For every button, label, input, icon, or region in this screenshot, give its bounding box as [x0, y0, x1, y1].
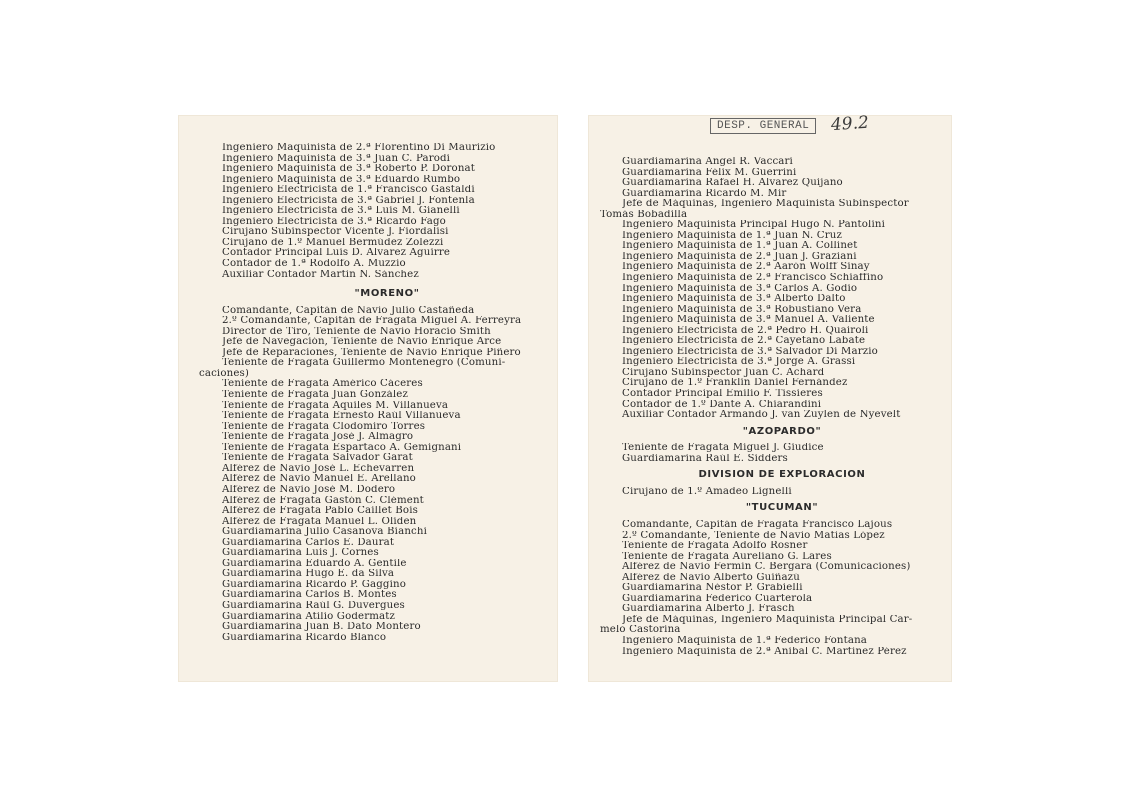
roster-line: Ingeniero Electricista de 3.ª Gabriel J. Fontenla: [222, 195, 475, 206]
roster-line: Ingeniero Maquinista de 2.ª Florentino Di Maurizio: [222, 143, 496, 153]
roster-line: Teniente de Fragata Aquiles M. Villanueva: [222, 400, 449, 411]
roster-line: Guardiamarina Carlos E. Daurat: [222, 537, 395, 548]
roster-line: Guardiamarina Atilio Godermatz: [222, 611, 396, 622]
roster-line: Cirujano Subinspector Vicente J. Fiordalisi: [222, 227, 449, 238]
roster-line: Alférez de Navío Alberto Guiñazú: [622, 572, 800, 583]
tucuman-engineers-list: [622, 636, 942, 657]
roster-line: Guardiamarina Carlos B. Montes: [222, 590, 397, 601]
roster-line: Alférez de Fragata Manuel L. Oliden: [222, 516, 417, 527]
roster-line: Alférez de Navío José L. Echevarren: [222, 463, 415, 474]
roster-line: Jefe de Máquinas, Ingeniero Maquinista Principal Car-: [622, 614, 913, 625]
roster-line: Guardiamarina Juan B. Dato Montero: [222, 622, 421, 633]
tucuman-officers-list: [622, 520, 942, 625]
roster-line: Guardiamarina Eduardo A. Gentile: [222, 558, 407, 569]
guardiamarina-list: [622, 157, 942, 210]
roster-line: Ingeniero Maquinista de 3.ª Eduardo Rumbo: [222, 174, 461, 185]
roster-line: Teniente de Fragata Ernesto Raúl Villanueva: [222, 411, 461, 422]
roster-line: Jefe de Navegación, Teniente de Navío Enrique Arce: [222, 337, 502, 348]
roster-line: Ingeniero Electricista de 3.ª Jorge A. Grassi: [622, 357, 856, 368]
roster-line: Teniente de Fragata Salvador Garat: [222, 453, 413, 464]
moreno-junior-officers-list: [222, 379, 552, 643]
roster-line: Ingeniero Maquinista de 3.ª Manuel A. Valiente: [622, 315, 875, 326]
roster-line: Guardiamarina Raúl E. Sidders: [622, 453, 788, 464]
right-page-text: [600, 157, 942, 657]
roster-line: Auxiliar Contador Armando J. van Zuylen de Nyevelt: [622, 410, 901, 421]
roster-line: Alférez de Navío Manuel E. Arellano: [222, 474, 416, 485]
roster-line: Teniente de Fragata Miguel J. Giudice: [622, 443, 824, 454]
roster-line: Teniente de Fragata Adolfo Rosner: [622, 541, 808, 552]
heading-division-exploracion: DIVISION DE EXPLORACION: [698, 469, 866, 481]
roster-line: Ingeniero Maquinista de 3.ª Juan C. Parodi: [222, 153, 451, 164]
handwritten-folio-number: 49.2: [830, 112, 870, 136]
roster-line: Cirujano de 1.º Franklin Daniel Fernández: [622, 378, 848, 389]
roster-line: Ingeniero Electricista de 1.ª Francisco Gastaldi: [222, 185, 475, 196]
roster-line: Ingeniero Maquinista de 1.ª Juan N. Cruz: [622, 230, 842, 241]
roster-line: Ingeniero Maquinista de 3.ª Roberto P. Doronat: [222, 164, 475, 175]
heading-moreno: "MORENO": [354, 288, 420, 300]
roster-line: Guardiamarina Ricardo P. Gaggino: [222, 579, 406, 590]
roster-line: Auxiliar Contador Martín N. Sánchez: [222, 269, 419, 280]
roster-line: Guardiamarina Federico Cuarterola: [622, 593, 813, 604]
roster-line: Guardiamarina Rafael H. Alvarez Quijano: [622, 178, 843, 189]
roster-line: Ingeniero Maquinista de 2.ª Aníbal C. Martínez Pérez: [622, 646, 907, 657]
roster-line: Ingeniero Maquinista de 3.ª Carlos A. Godio: [622, 283, 858, 294]
roster-line: Cirujano de 1.º Amadeo Lignelli: [622, 486, 792, 497]
heading-tucuman: "TUCUMAN": [745, 502, 819, 514]
engineer-officers-list: [622, 220, 942, 420]
roster-line: Teniente de Fragata Juan González: [222, 390, 409, 401]
roster-line: Teniente de Fragata Américo Cáceres: [222, 379, 423, 390]
roster-line: Comandante, Capitán de Fragata Francisco Lajous: [622, 519, 893, 530]
roster-line: Ingeniero Electricista de 2.ª Pedro H. Quairoli: [622, 325, 869, 336]
roster-line: Ingeniero Maquinista de 2.ª Aarón Wolff Sinay: [622, 262, 870, 273]
roster-line: Ingeniero Maquinista de 2.ª Juan J. Graziani: [622, 251, 857, 262]
roster-line: Teniente de Fragata Espartaco A. Gemignani: [222, 442, 462, 453]
roster-line: Guardiamarina Néstor P. Grabielli: [622, 583, 803, 594]
roster-line: Guardiamarina Raúl G. Duvergues: [222, 600, 405, 611]
roster-line: 2.º Comandante, Capitán de Fragata Miguel A. Ferreyra: [222, 316, 522, 327]
roster-line: Ingeniero Electricista de 3.ª Ricardo Fago: [222, 216, 446, 227]
roster-line: Cirujano Subinspector Juan C. Achard: [622, 367, 825, 378]
roster-line: Alférez de Navío José M. Dodero: [222, 484, 396, 495]
roster-line: Alférez de Navío Fermín C. Bergara (Comunicaciones): [622, 562, 911, 573]
roster-line: Guardiamarina Angel R. Vaccari: [622, 157, 793, 167]
heading-azopardo: "AZOPARDO": [742, 425, 822, 437]
roster-line: Teniente de Fragata Guillermo Montenegro (Comuni-: [222, 358, 506, 369]
roster-line: Director de Tiro, Teniente de Navío Horacio Smith: [222, 326, 491, 337]
moreno-officers-list: [222, 306, 552, 369]
roster-line: Guardiamarina Félix M. Guerrini: [622, 167, 797, 178]
left-page-text: [199, 143, 552, 643]
division-staff-list: [622, 487, 942, 498]
roster-line: Ingeniero Maquinista de 1.ª Federico Fontana: [622, 635, 868, 646]
roster-line: Guardiamarina Ricardo M. Mir: [622, 188, 787, 199]
engineering-staff-list: [222, 143, 552, 280]
roster-line: Contador Principal Emilio F. Tissieres: [622, 389, 823, 400]
wrapped-line-caciones: caciones): [199, 368, 250, 379]
roster-line: Ingeniero Maquinista Principal Hugo N. Pantolini: [622, 220, 885, 231]
azopardo-officers-list: [622, 443, 942, 464]
roster-line: Ingeniero Maquinista de 1.ª Juan A. Collinet: [622, 241, 858, 252]
roster-line: 2.º Comandante, Teniente de Navío Matías López: [622, 530, 885, 541]
roster-line: Ingeniero Maquinista de 2.ª Francisco Schiaffino: [622, 273, 884, 284]
wrapped-line-castorina: melo Castorina: [600, 625, 681, 636]
desp-general-stamp: DESP. GENERAL: [710, 118, 816, 134]
roster-line: Ingeniero Electricista de 2.ª Cayetano Labate: [622, 336, 866, 347]
roster-line: Guardiamarina Ricardo Blanco: [222, 632, 387, 643]
roster-line: Teniente de Fragata José J. Almagro: [222, 432, 414, 443]
roster-line: Ingeniero Electricista de 3.ª Luis M. Gianelli: [222, 206, 460, 217]
roster-line: Contador de 1.ª Rodolfo A. Muzzio: [222, 259, 406, 270]
roster-line: Jefe de Reparaciones, Teniente de Navío Enrique Piñero: [222, 347, 521, 358]
roster-line: Guardiamarina Luis J. Cornes: [222, 548, 379, 559]
roster-line: Comandante, Capitán de Navío Julio Castañeda: [222, 305, 475, 316]
roster-line: Guardiamarina Julio Casanova Bianchi: [222, 527, 428, 538]
roster-line: Guardiamarina Alberto J. Frasch: [622, 604, 795, 615]
roster-line: Ingeniero Maquinista de 3.ª Alberto Dalto: [622, 294, 846, 305]
roster-line: Teniente de Fragata Aureliano G. Lares: [622, 551, 832, 562]
wrapped-line-bobadilla: Tomás Bobadilla: [600, 209, 688, 220]
roster-line: Contador de 1.º Dante A. Chiarandini: [622, 399, 822, 410]
roster-line: Ingeniero Maquinista de 3.ª Robustiano Vera: [622, 304, 862, 315]
roster-line: Alférez de Fragata Gastón C. Clément: [222, 495, 424, 506]
roster-line: Jefe de Máquinas, Ingeniero Maquinista Subinspector: [622, 199, 909, 210]
roster-line: Teniente de Fragata Clodomiro Torres: [222, 421, 426, 432]
roster-line: Guardiamarina Hugo E. da Silva: [222, 569, 395, 580]
roster-line: Ingeniero Electricista de 3.ª Salvador Di Marzio: [622, 346, 878, 357]
roster-line: Contador Principal Luis D. Alvarez Aguirre: [222, 248, 451, 259]
roster-line: Cirujano de 1.º Manuel Bermúdez Zolezzi: [222, 237, 444, 248]
roster-line: Alférez de Fragata Pablo Caillet Bois: [222, 506, 419, 517]
